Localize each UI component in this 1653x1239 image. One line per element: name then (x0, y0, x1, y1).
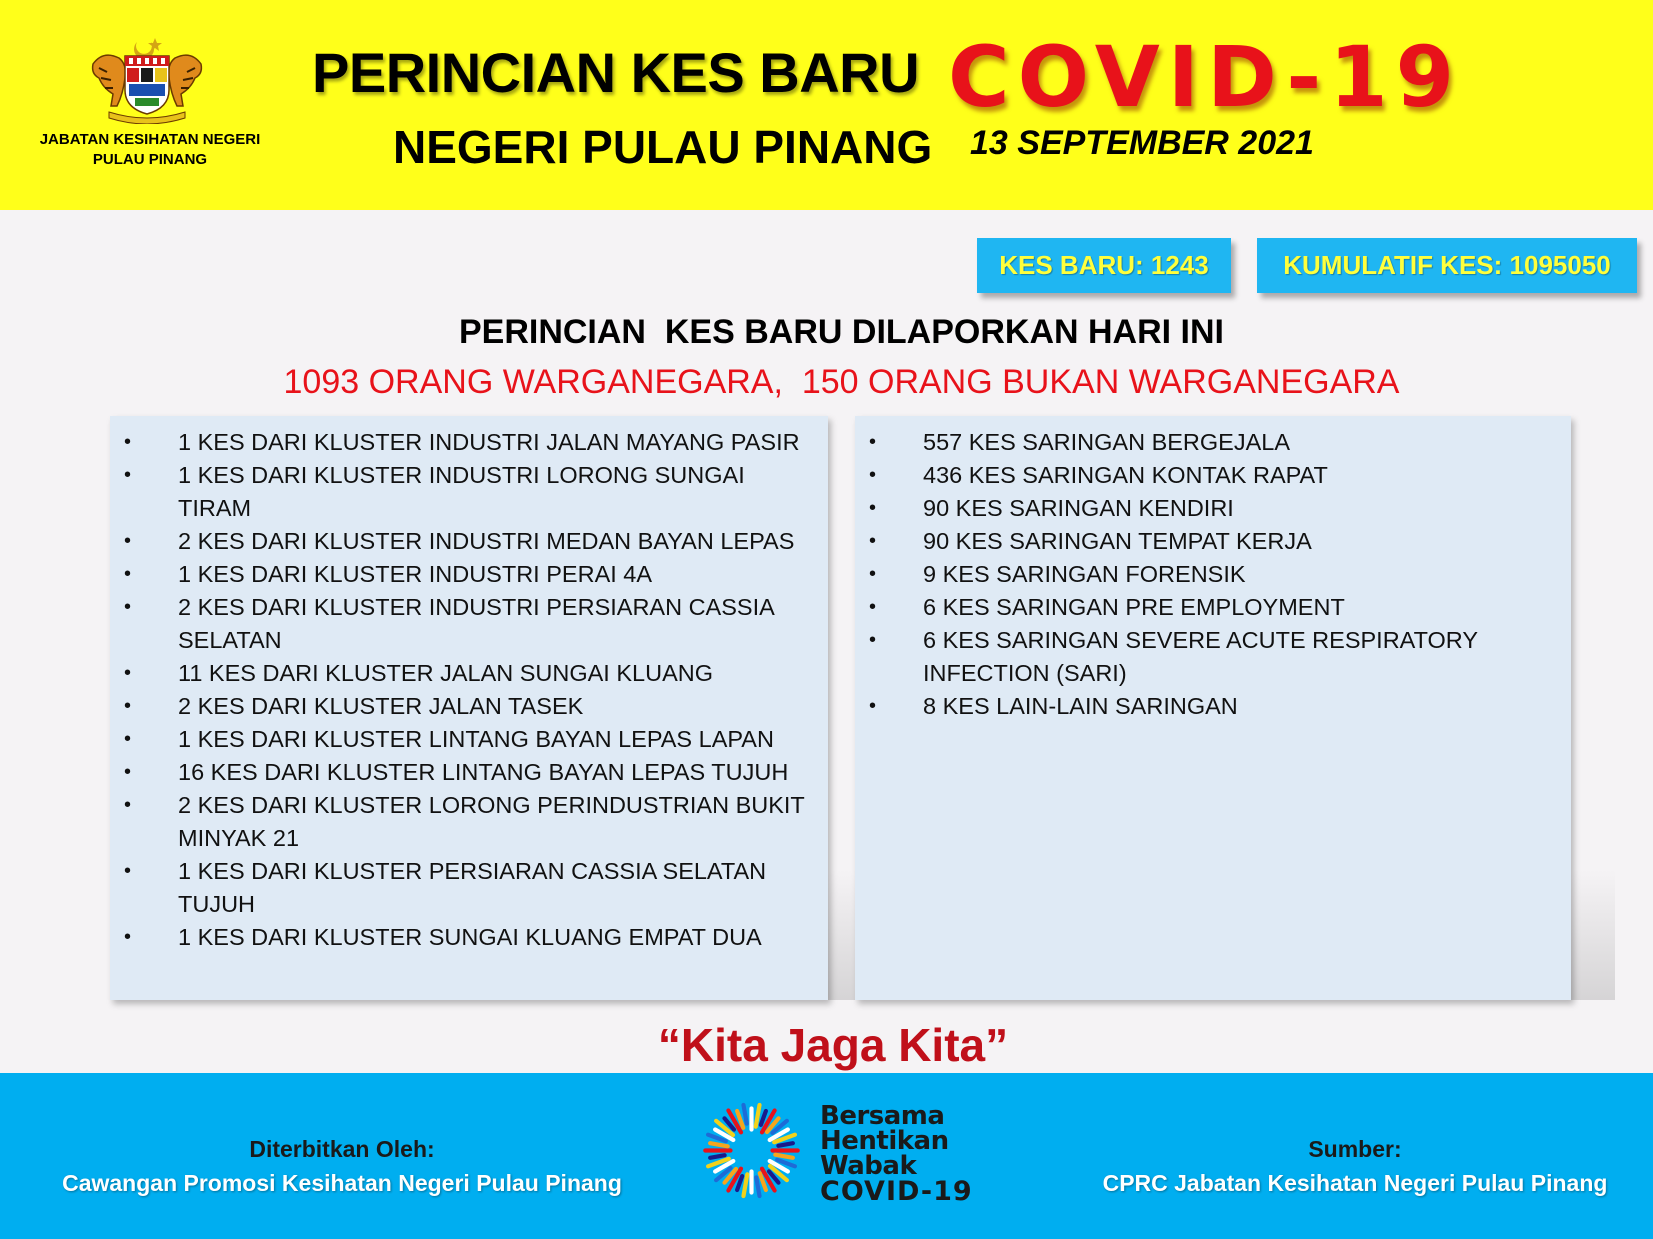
bullet-icon: • (124, 464, 132, 486)
bullet-icon: • (869, 695, 877, 717)
bullet-icon: • (869, 497, 877, 519)
list-item-text: 8 KES LAIN-LAIN SARINGAN (923, 693, 1238, 719)
org-name-line1: JABATAN KESIHATAN NEGERI (39, 131, 261, 148)
header-banner (0, 0, 1653, 210)
list-item-text: 1 KES DARI KLUSTER INDUSTRI JALAN MAYANG PASIR (178, 429, 800, 455)
list-item-text: 1 KES DARI KLUSTER PERSIARAN CASSIA SELATAN TUJUH (178, 858, 767, 917)
logo-ray (710, 1143, 728, 1146)
list-item (110, 789, 828, 855)
cumulative-cases-badge: KUMULATIF KES: 1095050 (1257, 238, 1637, 293)
cluster-panel (110, 416, 828, 1000)
coat-of-arms-icon (85, 34, 209, 124)
list-item-text: 9 KES SARINGAN FORENSIK (923, 561, 1246, 587)
cluster-list (110, 416, 828, 954)
source-label: Sumber: (1308, 1136, 1402, 1162)
list-item (110, 525, 828, 558)
list-item (110, 426, 828, 459)
slogan: “Kita Jaga Kita” (657, 1019, 1009, 1071)
bullet-icon: • (869, 431, 877, 453)
campaign-line4: COVID-19 (820, 1176, 973, 1207)
list-item (110, 756, 828, 789)
org-name (20, 130, 280, 170)
bullet-icon: • (124, 563, 132, 585)
bullet-icon: • (124, 728, 132, 750)
list-item (110, 690, 828, 723)
source-value: CPRC Jabatan Kesihatan Negeri Pulau Pinang (1102, 1170, 1608, 1196)
list-item-text: 6 KES SARINGAN PRE EMPLOYMENT (923, 594, 1345, 620)
list-item (110, 921, 828, 954)
state-title: NEGERI PULAU PINANG (393, 121, 933, 173)
list-item (110, 657, 828, 690)
bullet-icon: • (869, 629, 877, 651)
screening-panel (855, 416, 1571, 1000)
list-item-text: 1 KES DARI KLUSTER SUNGAI KLUANG EMPAT DUA (178, 924, 762, 950)
bullet-icon: • (124, 926, 132, 948)
section-title: PERINCIAN KES BARU DILAPORKAN HARI INI (458, 313, 1225, 351)
list-item-text: 2 KES DARI KLUSTER INDUSTRI PERSIARAN CASSIA SELATAN (178, 594, 774, 653)
bullet-icon: • (869, 464, 877, 486)
campaign-logo-text (820, 1101, 973, 1207)
main-title: PERINCIAN KES BARU (312, 41, 920, 104)
list-item (110, 591, 828, 657)
published-by-label: Diterbitkan Oleh: (249, 1136, 435, 1162)
bullet-icon: • (124, 794, 132, 816)
published-by-value: Cawangan Promosi Kesihatan Negeri Pulau Pinang (62, 1170, 622, 1196)
bullet-icon: • (124, 596, 132, 618)
screening-list (855, 416, 1571, 723)
list-item-text: 6 KES SARINGAN SEVERE ACUTE RESPIRATORY INFECTION (SARI) (923, 627, 1478, 686)
campaign-line2: Hentikan (820, 1126, 949, 1156)
logo-ray (778, 1143, 792, 1146)
list-item-text: 2 KES DARI KLUSTER JALAN TASEK (178, 693, 584, 719)
bullet-icon: • (124, 695, 132, 717)
logo-ray (743, 1174, 747, 1196)
bullet-icon: • (124, 662, 132, 684)
list-item (855, 525, 1571, 558)
list-item-text: 1 KES DARI KLUSTER LINTANG BAYAN LEPAS LAPAN (178, 726, 774, 752)
logo-ray (710, 1155, 724, 1158)
bullet-icon: • (124, 761, 132, 783)
logo-ray (756, 1105, 760, 1127)
list-item-text: 11 KES DARI KLUSTER JALAN SUNGAI KLUANG (178, 660, 714, 686)
list-item-text: 2 KES DARI KLUSTER LORONG PERINDUSTRIAN BUKIT MINYAK 21 (178, 792, 805, 851)
list-item (110, 855, 828, 921)
bullet-icon: • (869, 530, 877, 552)
list-item-text: 90 KES SARINGAN TEMPAT KERJA (923, 528, 1312, 554)
section-subtitle: 1093 ORANG WARGANEGARA, 150 ORANG BUKAN WARGANEGARA (283, 363, 1400, 401)
burst-ring-logo-icon (699, 1098, 804, 1203)
list-item (855, 492, 1571, 525)
new-cases-badge: KES BARU: 1243 (977, 238, 1231, 293)
list-item (855, 558, 1571, 591)
campaign-line1: Bersama (820, 1101, 945, 1131)
bullet-icon: • (124, 431, 132, 453)
list-item (855, 591, 1571, 624)
list-item-text: 557 KES SARINGAN BERGEJALA (923, 429, 1291, 455)
list-item-text: 436 KES SARINGAN KONTAK RAPAT (923, 462, 1328, 488)
covid-title: COVID-19 (948, 28, 1463, 126)
list-item-text: 2 KES DARI KLUSTER INDUSTRI MEDAN BAYAN LEPAS (178, 528, 795, 554)
list-item (855, 690, 1571, 723)
list-item (110, 558, 828, 591)
list-item (110, 459, 828, 525)
list-item (110, 723, 828, 756)
logo-ray (743, 1105, 746, 1124)
logo-ray (775, 1155, 793, 1158)
list-item (855, 624, 1571, 690)
list-item (855, 459, 1571, 492)
list-item-text: 90 KES SARINGAN KENDIRI (923, 495, 1234, 521)
report-date: 13 SEPTEMBER 2021 (970, 124, 1314, 162)
bullet-icon: • (124, 530, 132, 552)
list-item-text: 1 KES DARI KLUSTER INDUSTRI PERAI 4A (178, 561, 653, 587)
campaign-line3: Wabak (820, 1151, 917, 1181)
list-item-text: 1 KES DARI KLUSTER INDUSTRI LORONG SUNGAI TIRAM (178, 462, 745, 521)
list-item-text: 16 KES DARI KLUSTER LINTANG BAYAN LEPAS TUJUH (178, 759, 789, 785)
list-item (855, 426, 1571, 459)
org-name-line2: PULAU PINANG (92, 151, 208, 168)
logo-ray (756, 1177, 759, 1196)
bullet-icon: • (869, 596, 877, 618)
panel-right-shadow (1565, 870, 1615, 1000)
bullet-icon: • (869, 563, 877, 585)
bullet-icon: • (124, 860, 132, 882)
